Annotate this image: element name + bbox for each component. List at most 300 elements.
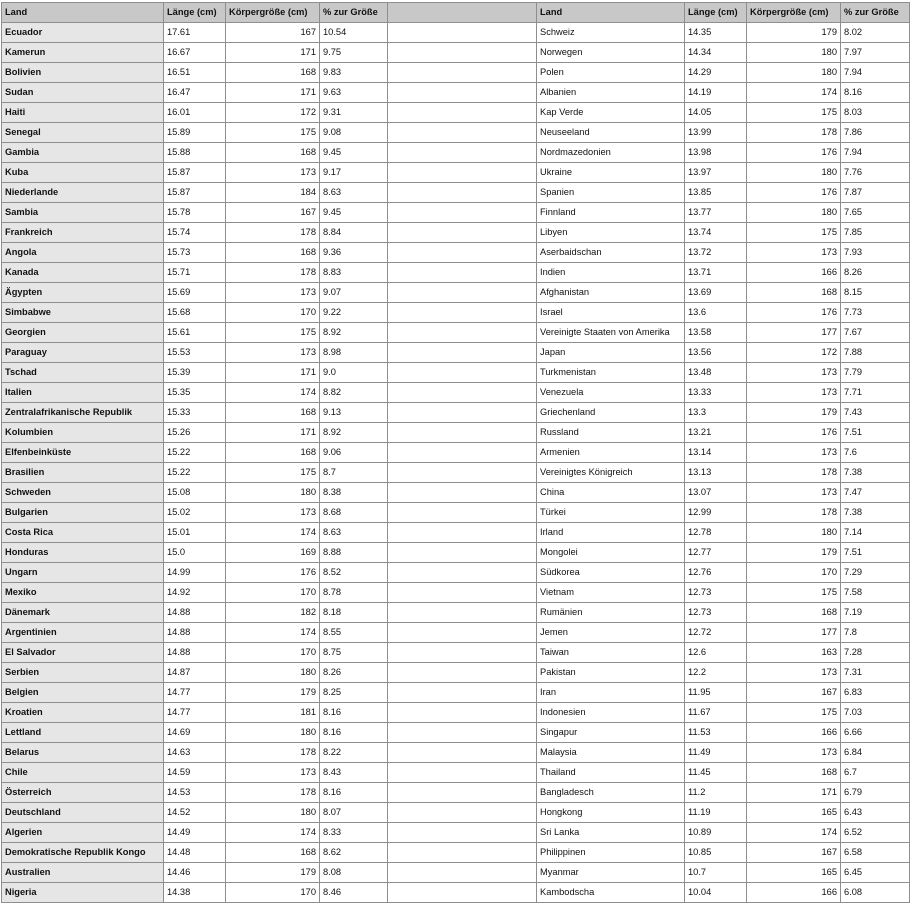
length-cell[interactable]: 14.38 [164,883,226,903]
percent-cell[interactable]: 9.17 [320,163,388,183]
length-cell-2[interactable]: 13.6 [685,303,747,323]
height-cell[interactable]: 173 [226,503,320,523]
spacer-cell[interactable] [388,883,537,903]
percent-cell[interactable]: 8.16 [320,783,388,803]
country-cell[interactable]: Kamerun [2,43,164,63]
spacer-cell[interactable] [388,243,537,263]
country-cell-2[interactable]: Vietnam [537,583,685,603]
length-cell-2[interactable]: 13.56 [685,343,747,363]
height-cell[interactable]: 178 [226,783,320,803]
length-cell[interactable]: 15.53 [164,343,226,363]
length-cell-2[interactable]: 13.69 [685,283,747,303]
country-cell-2[interactable]: Sri Lanka [537,823,685,843]
spacer-cell[interactable] [388,163,537,183]
percent-cell-2[interactable]: 7.38 [841,463,910,483]
height-cell[interactable]: 171 [226,363,320,383]
height-cell[interactable]: 179 [226,863,320,883]
spacer-cell[interactable] [388,643,537,663]
spacer-cell[interactable] [388,103,537,123]
country-cell-2[interactable]: Schweiz [537,23,685,43]
percent-cell[interactable]: 8.43 [320,763,388,783]
height-cell[interactable]: 184 [226,183,320,203]
spacer-cell[interactable] [388,23,537,43]
length-cell[interactable]: 14.69 [164,723,226,743]
length-cell[interactable]: 15.89 [164,123,226,143]
length-cell[interactable]: 15.08 [164,483,226,503]
length-cell-2[interactable]: 13.48 [685,363,747,383]
country-cell-2[interactable]: Ukraine [537,163,685,183]
country-cell-2[interactable]: Kambodscha [537,883,685,903]
height-cell[interactable]: 172 [226,103,320,123]
percent-cell-2[interactable]: 7.8 [841,623,910,643]
height-cell[interactable]: 175 [226,123,320,143]
percent-cell[interactable]: 8.98 [320,343,388,363]
header-laenge-2[interactable]: Länge (cm) [685,3,747,23]
height-cell-2[interactable]: 178 [747,463,841,483]
percent-cell[interactable]: 8.25 [320,683,388,703]
percent-cell[interactable]: 8.68 [320,503,388,523]
percent-cell-2[interactable]: 7.87 [841,183,910,203]
length-cell-2[interactable]: 10.89 [685,823,747,843]
length-cell-2[interactable]: 14.05 [685,103,747,123]
country-cell[interactable]: Ecuador [2,23,164,43]
country-cell[interactable]: Kuba [2,163,164,183]
height-cell[interactable]: 175 [226,463,320,483]
header-laenge[interactable]: Länge (cm) [164,3,226,23]
country-cell[interactable]: Georgien [2,323,164,343]
country-cell-2[interactable]: Israel [537,303,685,323]
percent-cell[interactable]: 8.63 [320,183,388,203]
height-cell-2[interactable]: 166 [747,723,841,743]
percent-cell[interactable]: 8.63 [320,523,388,543]
length-cell[interactable]: 15.68 [164,303,226,323]
country-cell-2[interactable]: Rumänien [537,603,685,623]
length-cell-2[interactable]: 13.77 [685,203,747,223]
country-cell-2[interactable]: Thailand [537,763,685,783]
percent-cell-2[interactable]: 6.52 [841,823,910,843]
country-cell-2[interactable]: Philippinen [537,843,685,863]
length-cell-2[interactable]: 13.33 [685,383,747,403]
length-cell[interactable]: 14.59 [164,763,226,783]
length-cell[interactable]: 15.22 [164,443,226,463]
country-cell-2[interactable]: Spanien [537,183,685,203]
length-cell[interactable]: 14.88 [164,643,226,663]
country-cell[interactable]: Elfenbeinküste [2,443,164,463]
country-cell-2[interactable]: Türkei [537,503,685,523]
height-cell-2[interactable]: 177 [747,623,841,643]
country-cell[interactable]: Belgien [2,683,164,703]
length-cell-2[interactable]: 10.04 [685,883,747,903]
height-cell-2[interactable]: 172 [747,343,841,363]
height-cell[interactable]: 170 [226,883,320,903]
height-cell-2[interactable]: 179 [747,403,841,423]
spacer-cell[interactable] [388,463,537,483]
country-cell-2[interactable]: Kap Verde [537,103,685,123]
country-cell[interactable]: Gambia [2,143,164,163]
spacer-cell[interactable] [388,863,537,883]
percent-cell-2[interactable]: 7.67 [841,323,910,343]
country-cell[interactable]: Ägypten [2,283,164,303]
country-cell-2[interactable]: Norwegen [537,43,685,63]
spacer-cell[interactable] [388,123,537,143]
height-cell[interactable]: 180 [226,663,320,683]
percent-cell[interactable]: 8.92 [320,323,388,343]
length-cell[interactable]: 15.87 [164,163,226,183]
length-cell-2[interactable]: 14.34 [685,43,747,63]
header-koerpergroesse[interactable]: Körpergröße (cm) [226,3,320,23]
country-cell-2[interactable]: Indien [537,263,685,283]
percent-cell-2[interactable]: 7.58 [841,583,910,603]
country-cell[interactable]: Honduras [2,543,164,563]
percent-cell-2[interactable]: 7.14 [841,523,910,543]
percent-cell[interactable]: 8.62 [320,843,388,863]
spacer-cell[interactable] [388,603,537,623]
length-cell-2[interactable]: 13.72 [685,243,747,263]
length-cell-2[interactable]: 12.99 [685,503,747,523]
country-cell-2[interactable]: Libyen [537,223,685,243]
percent-cell[interactable]: 8.07 [320,803,388,823]
country-cell-2[interactable]: Mongolei [537,543,685,563]
percent-cell[interactable]: 9.31 [320,103,388,123]
country-cell-2[interactable]: Iran [537,683,685,703]
height-cell[interactable]: 179 [226,683,320,703]
length-cell-2[interactable]: 13.07 [685,483,747,503]
height-cell-2[interactable]: 173 [747,483,841,503]
spacer-cell[interactable] [388,83,537,103]
percent-cell[interactable]: 8.55 [320,623,388,643]
height-cell-2[interactable]: 173 [747,663,841,683]
percent-cell-2[interactable]: 7.79 [841,363,910,383]
country-cell[interactable]: Schweden [2,483,164,503]
spacer-cell[interactable] [388,663,537,683]
percent-cell-2[interactable]: 7.29 [841,563,910,583]
length-cell[interactable]: 14.49 [164,823,226,843]
percent-cell[interactable]: 9.75 [320,43,388,63]
length-cell-2[interactable]: 11.2 [685,783,747,803]
length-cell-2[interactable]: 13.74 [685,223,747,243]
country-cell-2[interactable]: Bangladesch [537,783,685,803]
height-cell[interactable]: 174 [226,383,320,403]
height-cell[interactable]: 175 [226,323,320,343]
height-cell-2[interactable]: 175 [747,223,841,243]
height-cell-2[interactable]: 165 [747,803,841,823]
percent-cell[interactable]: 8.38 [320,483,388,503]
height-cell-2[interactable]: 165 [747,863,841,883]
height-cell[interactable]: 178 [226,263,320,283]
percent-cell-2[interactable]: 6.43 [841,803,910,823]
height-cell[interactable]: 168 [226,403,320,423]
length-cell[interactable]: 15.0 [164,543,226,563]
percent-cell[interactable]: 9.13 [320,403,388,423]
length-cell[interactable]: 14.88 [164,603,226,623]
percent-cell[interactable]: 9.0 [320,363,388,383]
height-cell-2[interactable]: 166 [747,883,841,903]
country-cell-2[interactable]: Hongkong [537,803,685,823]
length-cell-2[interactable]: 11.45 [685,763,747,783]
country-cell-2[interactable]: Neuseeland [537,123,685,143]
country-cell[interactable]: Dänemark [2,603,164,623]
country-cell[interactable]: Bolivien [2,63,164,83]
length-cell[interactable]: 15.02 [164,503,226,523]
height-cell[interactable]: 178 [226,223,320,243]
length-cell[interactable]: 15.87 [164,183,226,203]
percent-cell[interactable]: 8.18 [320,603,388,623]
length-cell-2[interactable]: 14.19 [685,83,747,103]
percent-cell-2[interactable]: 7.31 [841,663,910,683]
height-cell-2[interactable]: 180 [747,163,841,183]
percent-cell[interactable]: 9.45 [320,143,388,163]
percent-cell[interactable]: 8.08 [320,863,388,883]
length-cell[interactable]: 14.77 [164,683,226,703]
height-cell-2[interactable]: 177 [747,323,841,343]
length-cell[interactable]: 15.88 [164,143,226,163]
spacer-cell[interactable] [388,183,537,203]
height-cell[interactable]: 168 [226,843,320,863]
percent-cell-2[interactable]: 7.19 [841,603,910,623]
percent-cell[interactable]: 8.16 [320,723,388,743]
country-cell-2[interactable]: Polen [537,63,685,83]
length-cell-2[interactable]: 11.49 [685,743,747,763]
height-cell-2[interactable]: 179 [747,23,841,43]
country-cell[interactable]: Italien [2,383,164,403]
percent-cell[interactable]: 8.52 [320,563,388,583]
length-cell-2[interactable]: 12.73 [685,603,747,623]
spacer-cell[interactable] [388,783,537,803]
country-cell[interactable]: Kolumbien [2,423,164,443]
country-cell[interactable]: Simbabwe [2,303,164,323]
height-cell[interactable]: 171 [226,83,320,103]
percent-cell-2[interactable]: 8.15 [841,283,910,303]
percent-cell-2[interactable]: 7.94 [841,63,910,83]
length-cell[interactable]: 15.22 [164,463,226,483]
country-cell[interactable]: Lettland [2,723,164,743]
spacer-cell[interactable] [388,223,537,243]
percent-cell-2[interactable]: 7.85 [841,223,910,243]
percent-cell[interactable]: 8.22 [320,743,388,763]
length-cell[interactable]: 16.47 [164,83,226,103]
percent-cell[interactable]: 8.92 [320,423,388,443]
country-cell[interactable]: Tschad [2,363,164,383]
country-cell[interactable]: Ungarn [2,563,164,583]
length-cell[interactable]: 14.92 [164,583,226,603]
length-cell-2[interactable]: 14.29 [685,63,747,83]
length-cell[interactable]: 15.71 [164,263,226,283]
percent-cell-2[interactable]: 7.51 [841,543,910,563]
country-cell[interactable]: Bulgarien [2,503,164,523]
length-cell[interactable]: 14.87 [164,663,226,683]
country-cell-2[interactable]: Jemen [537,623,685,643]
height-cell[interactable]: 180 [226,723,320,743]
spacer-cell[interactable] [388,583,537,603]
percent-cell-2[interactable]: 7.94 [841,143,910,163]
country-cell[interactable]: Sudan [2,83,164,103]
country-cell[interactable]: Kanada [2,263,164,283]
length-cell[interactable]: 14.48 [164,843,226,863]
height-cell[interactable]: 169 [226,543,320,563]
height-cell-2[interactable]: 178 [747,503,841,523]
length-cell-2[interactable]: 12.73 [685,583,747,603]
percent-cell[interactable]: 8.88 [320,543,388,563]
percent-cell-2[interactable]: 6.7 [841,763,910,783]
spacer-cell[interactable] [388,503,537,523]
country-cell[interactable]: Demokratische Republik Kongo [2,843,164,863]
height-cell[interactable]: 176 [226,563,320,583]
country-cell[interactable]: Sambia [2,203,164,223]
length-cell-2[interactable]: 12.76 [685,563,747,583]
percent-cell[interactable]: 8.7 [320,463,388,483]
country-cell[interactable]: Österreich [2,783,164,803]
length-cell[interactable]: 15.33 [164,403,226,423]
height-cell[interactable]: 168 [226,63,320,83]
height-cell[interactable]: 174 [226,523,320,543]
percent-cell-2[interactable]: 8.03 [841,103,910,123]
spacer-cell[interactable] [388,543,537,563]
height-cell[interactable]: 173 [226,343,320,363]
length-cell-2[interactable]: 13.13 [685,463,747,483]
length-cell-2[interactable]: 11.95 [685,683,747,703]
length-cell[interactable]: 16.67 [164,43,226,63]
country-cell-2[interactable]: Aserbaidschan [537,243,685,263]
length-cell-2[interactable]: 13.98 [685,143,747,163]
height-cell[interactable]: 173 [226,763,320,783]
spacer-cell[interactable] [388,483,537,503]
height-cell-2[interactable]: 173 [747,443,841,463]
country-cell[interactable]: Kroatien [2,703,164,723]
length-cell-2[interactable]: 12.2 [685,663,747,683]
country-cell-2[interactable]: Myanmar [537,863,685,883]
height-cell-2[interactable]: 180 [747,43,841,63]
length-cell[interactable]: 15.39 [164,363,226,383]
header-land[interactable]: Land [2,3,164,23]
spacer-cell[interactable] [388,43,537,63]
height-cell[interactable]: 180 [226,483,320,503]
country-cell[interactable]: Mexiko [2,583,164,603]
country-cell-2[interactable]: Irland [537,523,685,543]
length-cell[interactable]: 16.51 [164,63,226,83]
height-cell-2[interactable]: 176 [747,423,841,443]
percent-cell-2[interactable]: 7.6 [841,443,910,463]
country-cell[interactable]: Australien [2,863,164,883]
header-prozent[interactable]: % zur Größe [320,3,388,23]
country-cell-2[interactable]: Indonesien [537,703,685,723]
country-cell-2[interactable]: Turkmenistan [537,363,685,383]
height-cell[interactable]: 170 [226,643,320,663]
height-cell[interactable]: 174 [226,823,320,843]
percent-cell[interactable]: 9.07 [320,283,388,303]
percent-cell-2[interactable]: 7.47 [841,483,910,503]
spacer-cell[interactable] [388,623,537,643]
percent-cell-2[interactable]: 6.45 [841,863,910,883]
spacer-cell[interactable] [388,343,537,363]
height-cell-2[interactable]: 173 [747,363,841,383]
height-cell[interactable]: 174 [226,623,320,643]
country-cell[interactable]: Algerien [2,823,164,843]
length-cell[interactable]: 15.73 [164,243,226,263]
length-cell-2[interactable]: 10.85 [685,843,747,863]
spacer-cell[interactable] [388,703,537,723]
percent-cell-2[interactable]: 6.84 [841,743,910,763]
height-cell[interactable]: 181 [226,703,320,723]
height-cell[interactable]: 171 [226,43,320,63]
spacer-cell[interactable] [388,303,537,323]
percent-cell[interactable]: 8.75 [320,643,388,663]
spacer-cell[interactable] [388,63,537,83]
spacer-cell[interactable] [388,323,537,343]
spacer-cell[interactable] [388,683,537,703]
length-cell[interactable]: 17.61 [164,23,226,43]
percent-cell-2[interactable]: 6.83 [841,683,910,703]
length-cell-2[interactable]: 13.99 [685,123,747,143]
country-cell-2[interactable]: Pakistan [537,663,685,683]
height-cell-2[interactable]: 168 [747,603,841,623]
height-cell-2[interactable]: 180 [747,523,841,543]
spacer-cell[interactable] [388,743,537,763]
percent-cell-2[interactable]: 7.76 [841,163,910,183]
country-cell-2[interactable]: Nordmazedonien [537,143,685,163]
percent-cell[interactable]: 9.63 [320,83,388,103]
height-cell-2[interactable]: 167 [747,843,841,863]
percent-cell-2[interactable]: 7.03 [841,703,910,723]
country-cell-2[interactable]: Armenien [537,443,685,463]
percent-cell-2[interactable]: 6.08 [841,883,910,903]
spacer-cell[interactable] [388,803,537,823]
percent-cell-2[interactable]: 7.51 [841,423,910,443]
country-cell[interactable]: Senegal [2,123,164,143]
length-cell[interactable]: 14.53 [164,783,226,803]
percent-cell[interactable]: 8.26 [320,663,388,683]
percent-cell-2[interactable]: 8.16 [841,83,910,103]
spacer-cell[interactable] [388,443,537,463]
country-cell-2[interactable]: Malaysia [537,743,685,763]
spacer-cell[interactable] [388,523,537,543]
height-cell-2[interactable]: 171 [747,783,841,803]
length-cell[interactable]: 15.35 [164,383,226,403]
percent-cell-2[interactable]: 6.79 [841,783,910,803]
spacer-cell[interactable] [388,283,537,303]
height-cell-2[interactable]: 180 [747,63,841,83]
height-cell-2[interactable]: 166 [747,263,841,283]
length-cell-2[interactable]: 11.53 [685,723,747,743]
length-cell-2[interactable]: 12.78 [685,523,747,543]
height-cell[interactable]: 168 [226,443,320,463]
country-cell-2[interactable]: Südkorea [537,563,685,583]
header-prozent-2[interactable]: % zur Größe [841,3,910,23]
percent-cell[interactable]: 9.83 [320,63,388,83]
percent-cell[interactable]: 8.84 [320,223,388,243]
height-cell[interactable]: 170 [226,303,320,323]
country-cell-2[interactable]: Vereinigtes Königreich [537,463,685,483]
length-cell[interactable]: 14.77 [164,703,226,723]
country-cell[interactable]: Zentralafrikanische Republik [2,403,164,423]
country-cell-2[interactable]: Venezuela [537,383,685,403]
header-blank[interactable] [388,3,537,23]
country-cell-2[interactable]: Singapur [537,723,685,743]
length-cell-2[interactable]: 11.67 [685,703,747,723]
height-cell[interactable]: 168 [226,243,320,263]
length-cell[interactable]: 15.74 [164,223,226,243]
percent-cell-2[interactable]: 8.02 [841,23,910,43]
length-cell-2[interactable]: 12.77 [685,543,747,563]
percent-cell[interactable]: 8.33 [320,823,388,843]
percent-cell-2[interactable]: 7.86 [841,123,910,143]
percent-cell[interactable]: 8.78 [320,583,388,603]
percent-cell[interactable]: 10.54 [320,23,388,43]
country-cell[interactable]: Haiti [2,103,164,123]
height-cell-2[interactable]: 180 [747,203,841,223]
height-cell[interactable]: 173 [226,283,320,303]
percent-cell-2[interactable]: 7.71 [841,383,910,403]
percent-cell-2[interactable]: 7.65 [841,203,910,223]
